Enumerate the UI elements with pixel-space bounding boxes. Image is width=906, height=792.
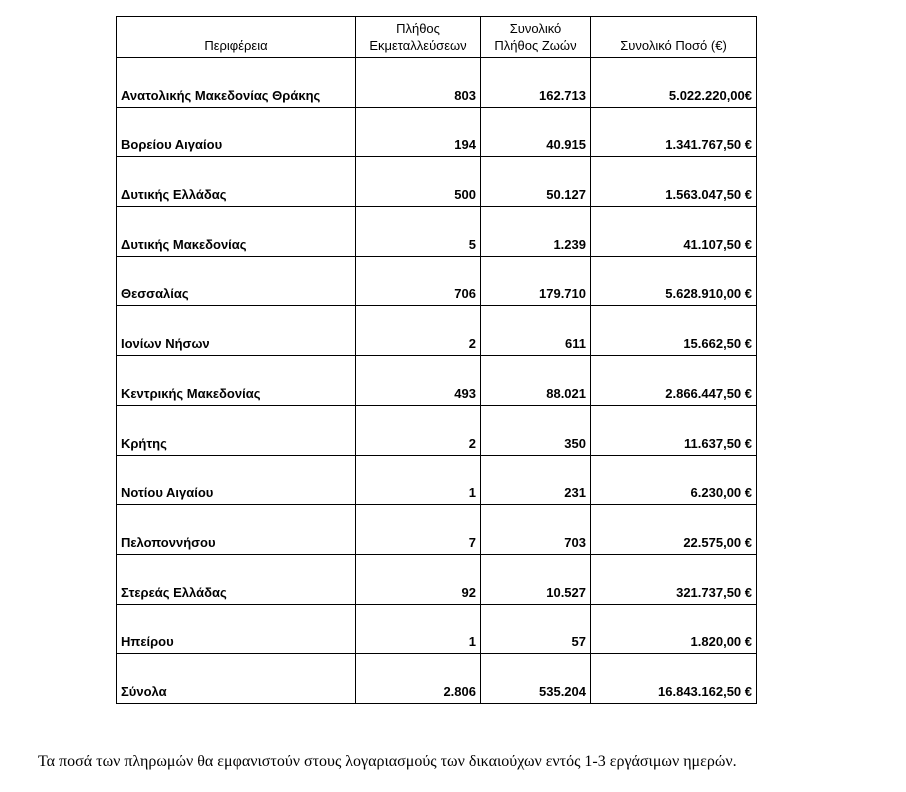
cell-amount: 41.107,50 €: [591, 207, 757, 257]
table-row: [117, 107, 757, 157]
cell-animals: 88.021: [481, 356, 591, 406]
table-row: [117, 356, 757, 406]
cell-animals: 231: [481, 455, 591, 505]
cell-amount: 6.230,00 €: [591, 455, 757, 505]
cell-farms: 706: [356, 256, 481, 306]
cell-region: Βορείου Αιγαίου: [117, 107, 356, 157]
cell-farms: 493: [356, 356, 481, 406]
cell-region: Ηπείρου: [117, 604, 356, 654]
cell-region: Ανατολικής Μακεδονίας Θράκης: [117, 58, 356, 108]
cell-farms: 500: [356, 157, 481, 207]
cell-region: Στερεάς Ελλάδας: [117, 554, 356, 604]
cell-region: Θεσσαλίας: [117, 256, 356, 306]
cell-amount: 11.637,50 €: [591, 405, 757, 455]
cell-animals: 50.127: [481, 157, 591, 207]
cell-region: Κεντρικής Μακεδονίας: [117, 356, 356, 406]
totals-animals: 535.204: [481, 654, 591, 704]
cell-animals: 350: [481, 405, 591, 455]
cell-amount: 321.737,50 €: [591, 554, 757, 604]
footnote-text: Τα ποσά των πληρωμών θα εμφανιστούν στους λογαριασμούς των δικαιούχων εντός 1-3 εργάσιμων ημερών.: [38, 753, 737, 770]
cell-amount: 2.866.447,50 €: [591, 356, 757, 406]
header-farms: [356, 17, 481, 58]
header-amount-label: Συνολικό Ποσό (€): [620, 38, 727, 53]
cell-amount: 1.563.047,50 €: [591, 157, 757, 207]
cell-farms: 803: [356, 58, 481, 108]
cell-amount: 5.628.910,00 €: [591, 256, 757, 306]
cell-region: Ιονίων Νήσων: [117, 306, 356, 356]
header-animals: [481, 17, 591, 58]
table-row: [117, 207, 757, 257]
table-row: [117, 455, 757, 505]
table-body: [117, 58, 757, 704]
header-region-label: Περιφέρεια: [204, 38, 268, 53]
table-row: [117, 58, 757, 108]
header-farms-line2: Εκμεταλλεύσεων: [369, 38, 467, 53]
totals-farms: 2.806: [356, 654, 481, 704]
cell-animals: 162.713: [481, 58, 591, 108]
cell-farms: 7: [356, 505, 481, 555]
cell-amount: 5.022.220,00€: [591, 58, 757, 108]
payments-table: [116, 16, 757, 704]
cell-animals: 40.915: [481, 107, 591, 157]
cell-animals: 57: [481, 604, 591, 654]
cell-region: Νοτίου Αιγαίου: [117, 455, 356, 505]
cell-region: Πελοποννήσου: [117, 505, 356, 555]
table-row: [117, 306, 757, 356]
cell-farms: 1: [356, 455, 481, 505]
cell-animals: 1.239: [481, 207, 591, 257]
cell-animals: 10.527: [481, 554, 591, 604]
table-row: [117, 554, 757, 604]
cell-farms: 1: [356, 604, 481, 654]
header-row: [117, 17, 757, 58]
totals-label: Σύνολα: [117, 654, 356, 704]
cell-farms: 5: [356, 207, 481, 257]
cell-farms: 92: [356, 554, 481, 604]
cell-amount: 1.820,00 €: [591, 604, 757, 654]
cell-region: Δυτικής Μακεδονίας: [117, 207, 356, 257]
table-row: [117, 604, 757, 654]
cell-amount: 15.662,50 €: [591, 306, 757, 356]
cell-amount: 1.341.767,50 €: [591, 107, 757, 157]
cell-animals: 611: [481, 306, 591, 356]
cell-amount: 22.575,00 €: [591, 505, 757, 555]
table-row: [117, 405, 757, 455]
cell-farms: 2: [356, 405, 481, 455]
header-region: [117, 17, 356, 58]
table-row: [117, 157, 757, 207]
cell-farms: 194: [356, 107, 481, 157]
table-row: [117, 256, 757, 306]
header-farms-line1: Πλήθος: [396, 21, 440, 36]
header-animals-line1: Συνολικό: [509, 21, 562, 36]
cell-region: Κρήτης: [117, 405, 356, 455]
table-row: [117, 505, 757, 555]
table-header: [117, 17, 757, 58]
cell-farms: 2: [356, 306, 481, 356]
cell-animals: 179.710: [481, 256, 591, 306]
header-amount: [591, 17, 757, 58]
totals-row: [117, 654, 757, 704]
header-animals-line2: Πλήθος Ζωών: [494, 38, 577, 53]
cell-region: Δυτικής Ελλάδας: [117, 157, 356, 207]
cell-animals: 703: [481, 505, 591, 555]
totals-amount: 16.843.162,50 €: [591, 654, 757, 704]
